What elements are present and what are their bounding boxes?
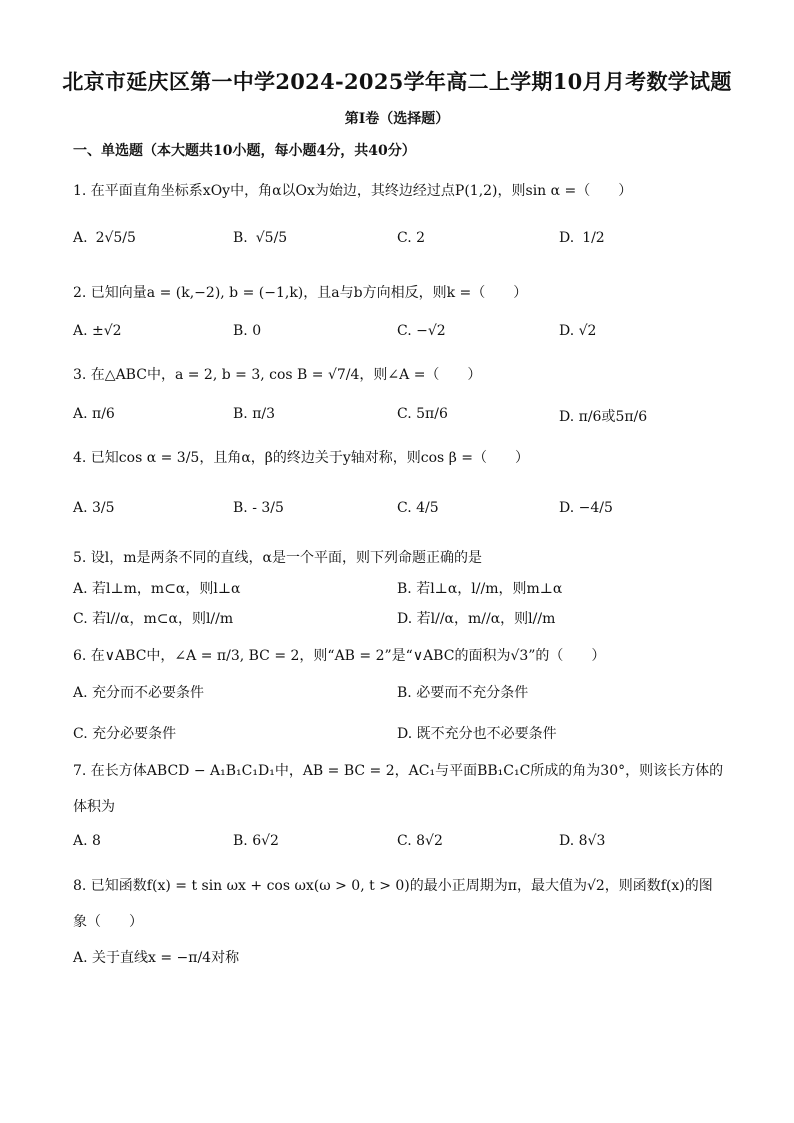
question-7-option-b: B. 6√2 bbox=[233, 833, 279, 849]
question-5-option-a: A. 若l⊥m，m⊂α，则l⊥α bbox=[73, 581, 241, 597]
question-1-stem: 1. 在平面直角坐标系xOy中，角α以Ox为始边，其终边经过点P(1,2)，则sin α =（ ） bbox=[73, 183, 633, 199]
question-1-option-c: C. 2 bbox=[397, 230, 426, 246]
question-2-option-c: C. −√2 bbox=[397, 323, 446, 339]
question-1-option-d: D. 1/2 bbox=[559, 230, 605, 246]
question-1-option-a: A. 2√5/5 bbox=[73, 230, 136, 246]
question-1-option-b: B. √5/5 bbox=[233, 230, 288, 246]
question-6-option-a: A. 充分而不必要条件 bbox=[73, 685, 205, 701]
question-6-option-c: C. 充分必要条件 bbox=[73, 726, 177, 742]
question-7-stem-continued: 体积为 bbox=[73, 799, 115, 815]
question-7-option-c: C. 8√2 bbox=[397, 833, 443, 849]
question-3-option-c: C. 5π/6 bbox=[397, 406, 448, 422]
question-3-option-a: A. π/6 bbox=[73, 406, 115, 422]
section-heading: 一、单选题（本大题共10小题，每小题4分，共40分） bbox=[73, 143, 416, 159]
question-5-option-d: D. 若l//α，m//α，则l//m bbox=[397, 611, 556, 627]
question-7-option-d: D. 8√3 bbox=[559, 833, 606, 849]
question-4-stem: 4. 已知cos α = 3/5，且角α，β的终边关于y轴对称，则cos β =（ ） bbox=[73, 450, 529, 466]
question-3-option-d: D. π/6或5π/6 bbox=[559, 409, 648, 425]
question-2-option-a: A. ±√2 bbox=[73, 323, 122, 339]
question-2-stem: 2. 已知向量a = (k,−2), b = (−1,k)，且a与b方向相反，则k =（ ） bbox=[73, 285, 528, 301]
exam-title: 北京市延庆区第一中学2024-2025学年高二上学期10月月考数学试题 bbox=[62, 69, 732, 94]
question-2-option-b: B. 0 bbox=[233, 323, 262, 339]
question-8-option-a: A. 关于直线x = −π/4对称 bbox=[73, 950, 240, 966]
question-4-option-c: C. 4/5 bbox=[397, 500, 439, 516]
question-6-option-d: D. 既不充分也不必要条件 bbox=[397, 726, 557, 742]
question-4-option-b: B. - 3/5 bbox=[233, 500, 284, 516]
exam-subtitle: 第I卷（选择题） bbox=[344, 111, 450, 127]
question-5-option-b: B. 若l⊥α，l//m，则m⊥α bbox=[397, 581, 563, 597]
question-3-stem: 3. 在△ABC中，a = 2, b = 3, cos B = √7/4，则∠A =（ ） bbox=[73, 367, 482, 383]
question-8-stem-continued: 象（ ） bbox=[73, 914, 143, 930]
question-5-stem: 5. 设l，m是两条不同的直线，α是一个平面，则下列命题正确的是 bbox=[73, 550, 483, 566]
question-3-option-b: B. π/3 bbox=[233, 406, 276, 422]
question-5-option-c: C. 若l//α，m⊂α，则l//m bbox=[73, 611, 234, 627]
question-4-option-d: D. −4/5 bbox=[559, 500, 613, 516]
question-8-stem: 8. 已知函数f(x) = t sin ωx + cos ωx(ω > 0, t > 0)的最小正周期为π，最大值为√2，则函数f(x)的图 bbox=[73, 878, 713, 894]
question-4-option-a: A. 3/5 bbox=[73, 500, 115, 516]
question-6-option-b: B. 必要而不充分条件 bbox=[397, 685, 529, 701]
question-2-option-d: D. √2 bbox=[559, 323, 597, 339]
question-6-stem: 6. 在∨ABC中，∠A = π/3, BC = 2，则“AB = 2”是“∨ABC的面积为√3”的（ ） bbox=[73, 648, 606, 664]
question-7-option-a: A. 8 bbox=[73, 833, 101, 849]
question-7-stem: 7. 在长方体ABCD − A₁B₁C₁D₁中，AB = BC = 2，AC₁与平面BB₁C₁C所成的角为30°，则该长方体的 bbox=[73, 763, 724, 779]
